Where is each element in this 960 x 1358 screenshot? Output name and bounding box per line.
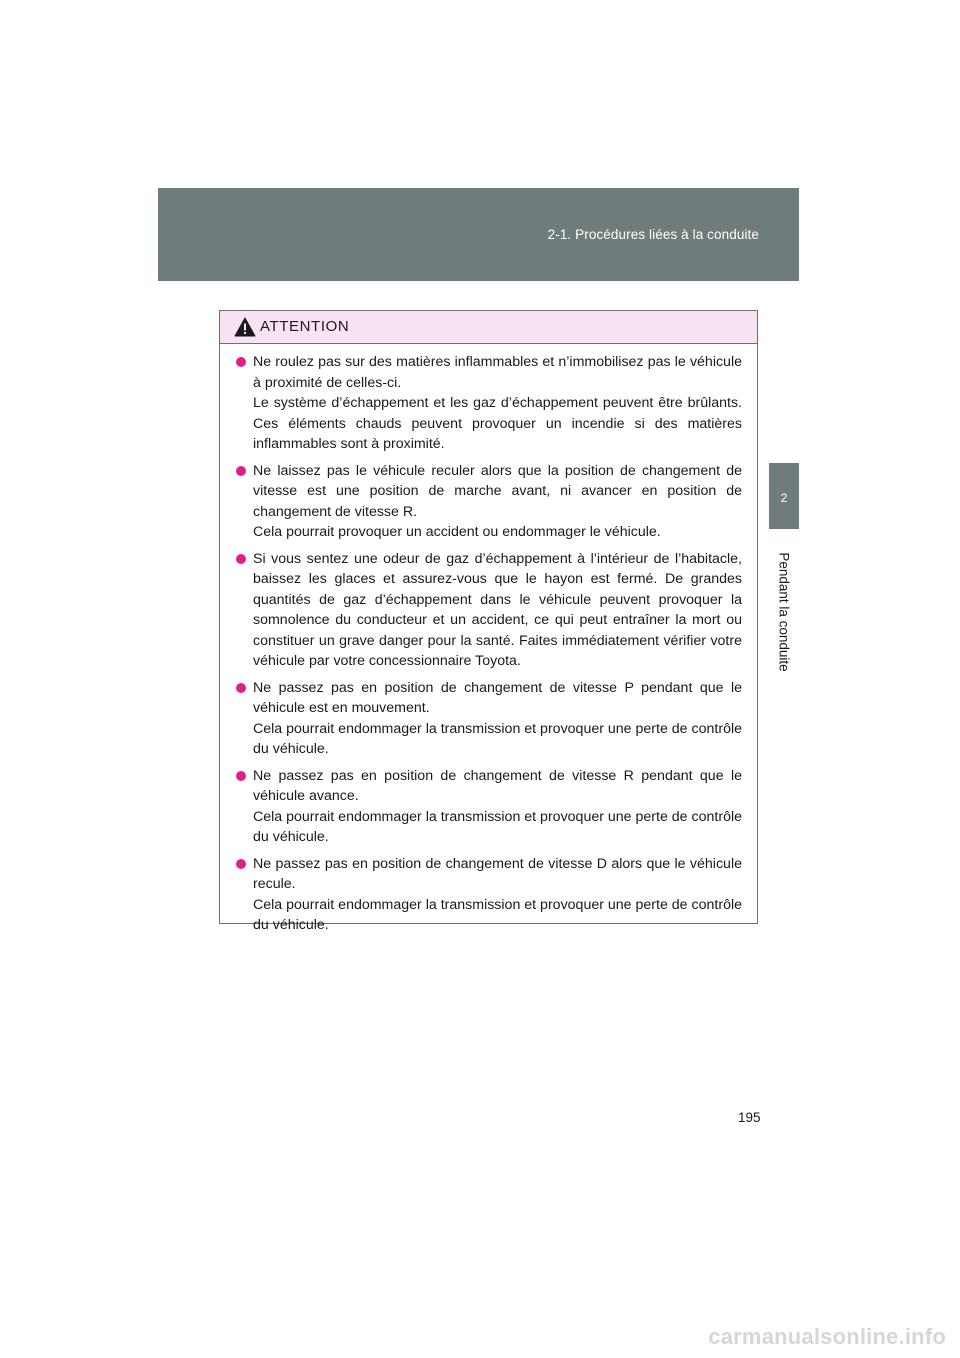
warning-item [236, 766, 742, 848]
page-number: 195 [738, 1110, 761, 1125]
warning-item-text: Ne laissez pas le véhicule reculer alors que la position de changement de vitesse est une position de marche avant, ni avancer en position de changement de vitesse R. [253, 462, 742, 520]
warning-item-text: Ne passez pas en position de changement de vitesse R pendant que le véhicule avance. [253, 767, 742, 804]
warning-item-text: Si vous sentez une odeur de gaz d’échappement à l’intérieur de l’habitacle, baissez les glaces et assurez-vous que le hayon est fermé. De grandes quantités de gaz d’échappement dans le véhicule peuvent provoquer la somnolence du conducteur et un accident, ce qui peut entraîner la mort ou constituer un grave danger pour la santé. Faites immédiatement vérifier votre véhicule par votre concessionnaire Toyota. [253, 550, 742, 669]
watermark: carmanualsonline.info [708, 1324, 946, 1349]
warning-item-text: Cela pourrait endommager la transmission et provoquer une perte de contrôle du véhicule. [253, 808, 742, 845]
warning-item-text: Cela pourrait provoquer un accident ou endommager le véhicule. [253, 524, 661, 540]
warning-item-text: Ne roulez pas sur des matières inflammables et n’immobilisez pas le véhicule à proximité de celles-ci. [253, 354, 742, 391]
section-title: 2-1. Procédures liées à la conduite [547, 227, 759, 242]
chapter-tab [769, 463, 799, 529]
warning-item [236, 678, 742, 760]
warning-triangle-icon [234, 317, 256, 337]
warning-item-text: Cela pourrait endommager la transmission et provoquer une perte de contrôle du véhicule. [253, 896, 742, 933]
warning-item-text: Le système d’échappement et les gaz d’échappement peuvent être brûlants. Ces éléments chauds peuvent provoquer un incendie si des matières inflammables sont à proximité. [253, 395, 742, 452]
warning-item [236, 854, 742, 936]
warning-header [220, 311, 757, 344]
warning-list [220, 344, 757, 936]
bullet-icon [236, 357, 246, 367]
warning-item-text: Ne passez pas en position de changement de vitesse D alors que le véhicule recule. [253, 855, 742, 892]
bullet-icon [236, 683, 246, 693]
warning-item-text: Cela pourrait endommager la transmission et provoquer une perte de contrôle du véhicule. [253, 720, 742, 757]
warning-item [236, 461, 742, 543]
warning-title: ATTENTION [260, 318, 350, 335]
section-header-band [158, 188, 799, 281]
warning-item-text: Ne passez pas en position de changement de vitesse P pendant que le véhicule est en mouvement. [253, 679, 742, 716]
bullet-icon [236, 554, 246, 564]
bullet-icon [236, 466, 246, 476]
warning-box [219, 310, 758, 933]
chapter-label: Pendant la conduite [776, 552, 792, 672]
warning-item [236, 549, 742, 672]
warning-item [236, 352, 742, 455]
chapter-number: 2 [780, 491, 788, 505]
bullet-icon [236, 859, 246, 869]
bullet-icon [236, 771, 246, 781]
